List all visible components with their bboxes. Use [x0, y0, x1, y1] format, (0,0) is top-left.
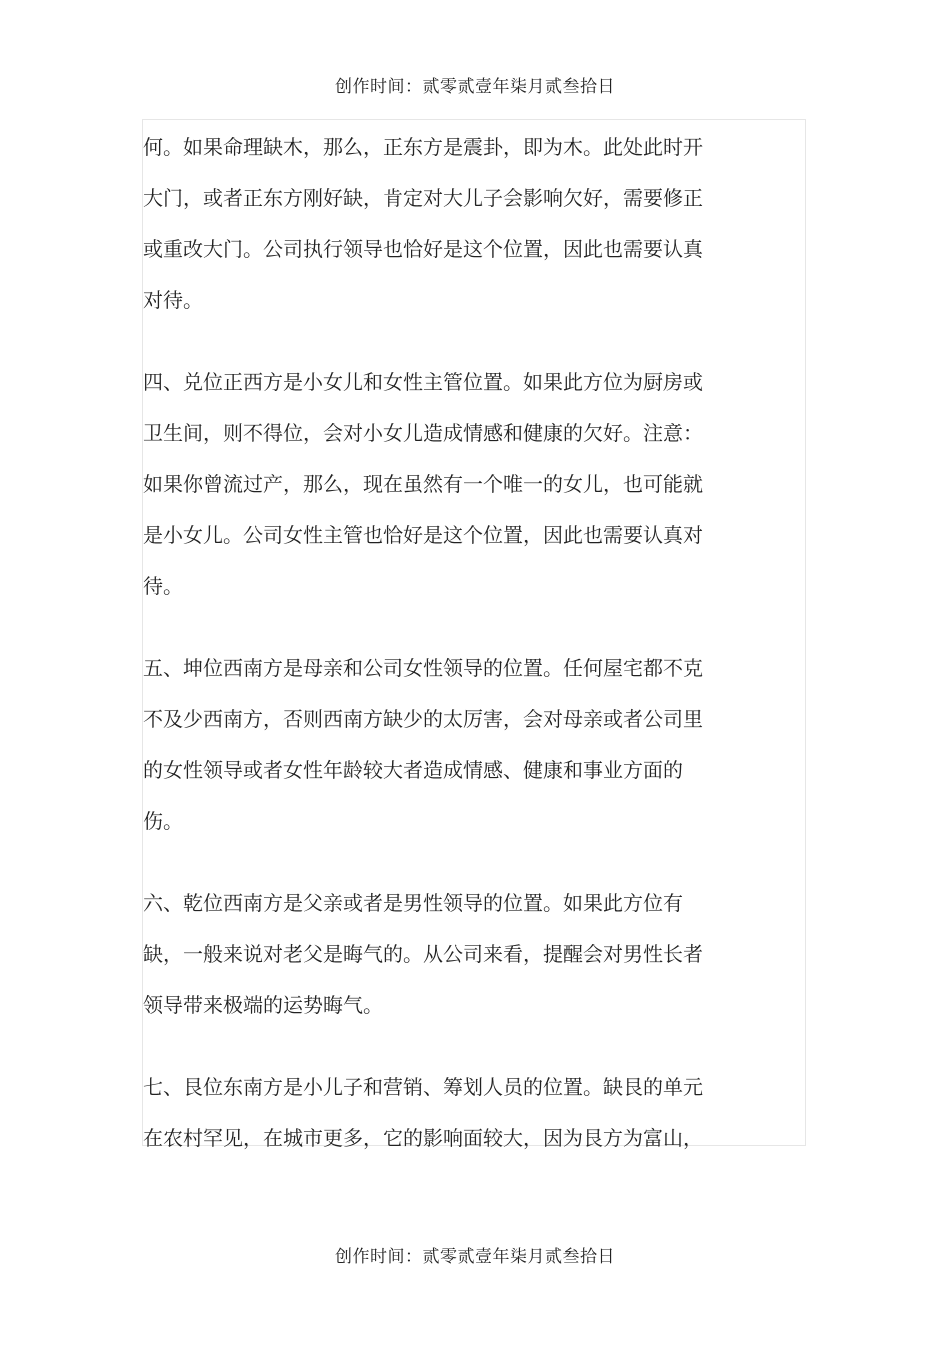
page-header-timestamp: 创作时间：贰零贰壹年柒月贰叁拾日	[335, 77, 615, 97]
text-line: 卫生间，则不得位，会对小女儿造成情感和健康的欠好。注意：	[143, 421, 703, 445]
text-line: 不及少西南方，否则西南方缺少的太厉害，会对母亲或者公司里	[143, 707, 703, 731]
page-footer-timestamp: 创作时间：贰零贰壹年柒月贰叁拾日	[335, 1247, 615, 1267]
text-line: 何。如果命理缺木，那么，正东方是震卦，即为木。此处此时开	[143, 135, 703, 159]
paragraph-dui-west	[143, 357, 743, 612]
text-line: 领导带来极端的运势晦气。	[143, 993, 383, 1017]
paragraph-zhen-east	[143, 122, 743, 326]
text-line: 四、兑位正西方是小女儿和女性主管位置。如果此方位为厨房或	[143, 370, 703, 394]
paragraph-gen	[143, 1062, 743, 1164]
text-line: 待。	[143, 574, 183, 598]
text-line: 七、艮位东南方是小儿子和营销、筹划人员的位置。缺艮的单元	[143, 1075, 703, 1099]
paragraph-qian	[143, 878, 743, 1031]
text-line: 是小女儿。公司女性主管也恰好是这个位置，因此也需要认真对	[143, 523, 703, 547]
text-line: 或重改大门。公司执行领导也恰好是这个位置，因此也需要认真	[143, 237, 703, 261]
text-line: 在农村罕见，在城市更多，它的影响面较大，因为艮方为富山，	[143, 1126, 703, 1150]
text-line: 伤。	[143, 809, 183, 833]
text-line: 缺，一般来说对老父是晦气的。从公司来看，提醒会对男性长者	[143, 942, 703, 966]
text-line: 六、乾位西南方是父亲或者是男性领导的位置。如果此方位有	[143, 891, 683, 915]
text-line: 的女性领导或者女性年龄较大者造成情感、健康和事业方面的	[143, 758, 683, 782]
document-body	[143, 122, 743, 1164]
paragraph-kun-southwest	[143, 643, 743, 847]
text-line: 对待。	[143, 288, 203, 312]
text-line: 如果你曾流过产，那么，现在虽然有一个唯一的女儿，也可能就	[143, 472, 703, 496]
text-line: 五、坤位西南方是母亲和公司女性领导的位置。任何屋宅都不克	[143, 656, 703, 680]
text-line: 大门，或者正东方刚好缺，肯定对大儿子会影响欠好，需要修正	[143, 186, 703, 210]
